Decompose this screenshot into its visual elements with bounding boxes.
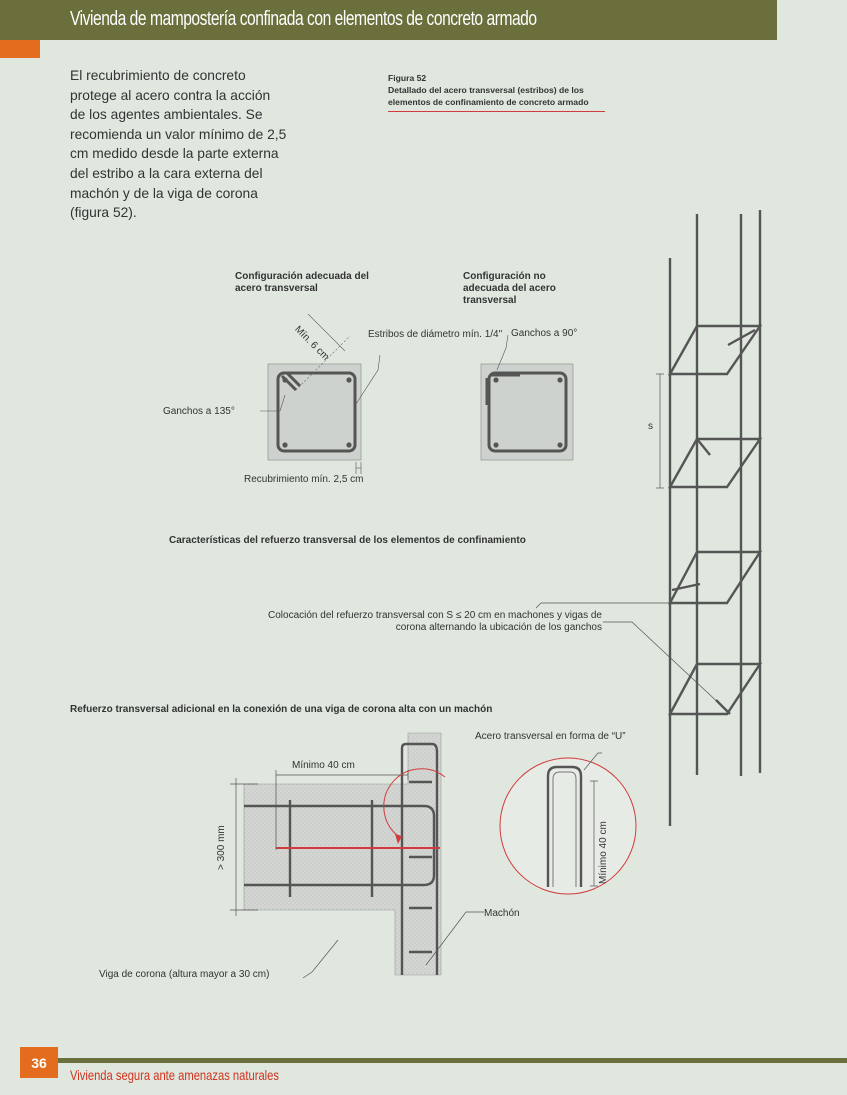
placement-note: Colocación del refuerzo transversal con S ≤ 20 cm en machones y vigas de corona alternando la ubicación de los ganchos xyxy=(268,610,602,633)
height-300-label: > 300 mm xyxy=(216,825,227,870)
page-number: 36 xyxy=(20,1047,58,1078)
stirrup-diameter-label: Estribos de diámetro mín. 1/4" xyxy=(368,329,503,340)
page-header-title: Vivienda de mampostería confinada con elementos de concreto armado xyxy=(70,8,537,30)
inadequate-config-title: Configuración no adecuada del acero transversal xyxy=(463,271,556,306)
intro-paragraph: El recubrimiento de concreto protege al acero contra la acción de los agentes ambientales. Se recomienda un valor mínimo de 2,5 cm medido desde la parte externa del estribo a la cara externa del machón y de la viga de corona (figura 52). xyxy=(70,68,287,221)
inadequate-stirrup-section xyxy=(481,335,573,460)
section-title-transverse: Características del refuerzo transversal de los elementos de confinamiento xyxy=(169,535,526,546)
footer-book-title: Vivienda segura ante amenazas naturales xyxy=(70,1067,279,1083)
beam-label: Viga de corona (altura mayor a 30 cm) xyxy=(99,969,270,980)
min-40-horizontal-label: Mínimo 40 cm xyxy=(292,760,355,771)
figure-number: Figura 52 xyxy=(388,73,427,83)
min-40-vertical-label: Mínimo 40 cm xyxy=(598,821,609,884)
column-label: Machón xyxy=(484,908,520,919)
hooks-90-label: Ganchos a 90° xyxy=(511,328,578,339)
footer-rule xyxy=(20,1058,847,1063)
beam-column-connection xyxy=(230,733,636,978)
adequate-config-title: Configuración adecuada del acero transversal xyxy=(235,271,369,294)
adequate-stirrup-section xyxy=(260,314,380,474)
section-title-connection: Refuerzo transversal adicional en la conexión de una viga de corona alta con un machón xyxy=(70,704,493,715)
min-hook-length-label: Mín. 6 cm xyxy=(292,324,332,363)
min-cover-label: Recubrimiento mín. 2,5 cm xyxy=(244,474,364,485)
spacing-label: s xyxy=(648,421,653,432)
u-steel-label: Acero transversal en forma de “U” xyxy=(475,731,626,742)
hooks-135-label: Ganchos a 135° xyxy=(163,406,235,417)
figure-caption: Detallado del acero transversal (estribos) de los elementos de confinamiento de concreto armado xyxy=(388,85,589,107)
